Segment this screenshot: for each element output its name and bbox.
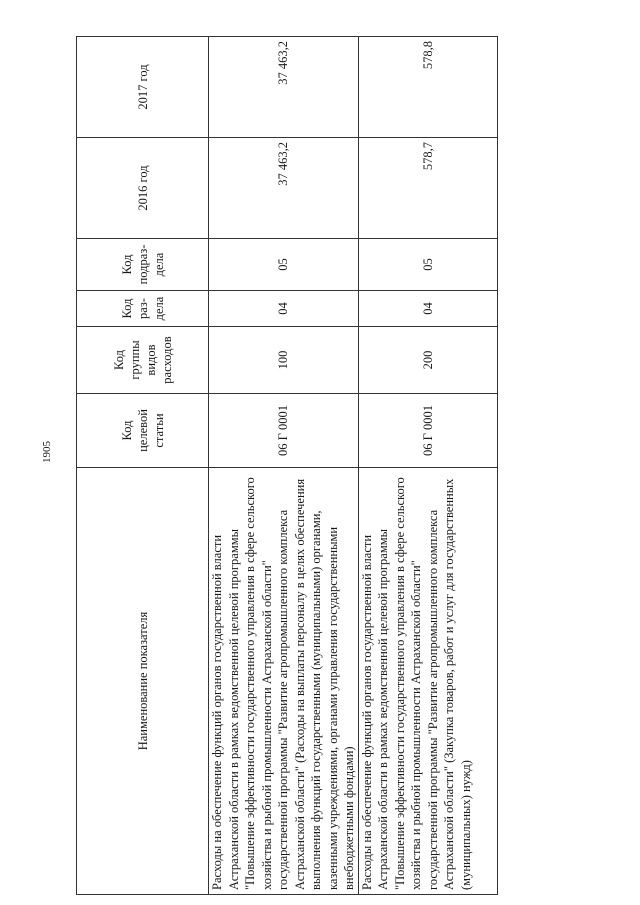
table-wrapper <box>76 37 486 895</box>
row-target-code: 06 Г 0001 <box>358 394 497 468</box>
header-section-code: Код раз-дела <box>77 291 209 327</box>
rotated-table-area <box>76 37 486 895</box>
header-row <box>77 37 209 895</box>
budget-table <box>76 36 498 895</box>
header-year-2016: 2016 год <box>77 138 209 239</box>
header-target-code: Код целевой статьи <box>77 394 209 468</box>
row-group-code: 100 <box>209 327 359 394</box>
row-target-code: 06 Г 0001 <box>209 394 359 468</box>
row-section-code: 04 <box>358 291 497 327</box>
table-row <box>358 37 497 895</box>
page-number: 1905 <box>41 441 53 463</box>
row-name: Расходы на обеспечение функций органов государственной власти Астраханской области в рамках ведомственной целевой программы "Повышение эффективности государственного управления в сфере сельского хозяйства и рыбной промышленности Астраханской области" государственной программы "Развитие агропромышленного комплекса Астраханской области" (Закупка товаров, работ и услуг для государственных (муниципальных) нужд) <box>358 468 497 895</box>
row-amount-2016: 37 463,2 <box>209 138 359 239</box>
row-section-code: 04 <box>209 291 359 327</box>
row-group-code: 200 <box>358 327 497 394</box>
header-name: Наименование показателя <box>77 468 209 895</box>
table-row <box>209 37 359 895</box>
row-amount-2017: 37 463,2 <box>209 37 359 138</box>
row-subsection-code: 05 <box>358 239 497 291</box>
header-subsection-code: Код подраз-дела <box>77 239 209 291</box>
row-name: Расходы на обеспечение функций органов государственной власти Астраханской области в рамках ведомственной целевой программы "Повышение эффективности государственного управления в сфере сельского хозяйства и рыбной промышленности Астраханской области" государственной программы "Развитие агропромышленного комплекса Астраханской области" (Расходы на выплаты персоналу в целях обеспечения выполнения функций государственными (муниципальными) органами, казенными учреждениями, органами управления государственными внебюджетными фондами) <box>209 468 359 895</box>
row-amount-2016: 578,7 <box>358 138 497 239</box>
header-year-2017: 2017 год <box>77 37 209 138</box>
row-amount-2017: 578,8 <box>358 37 497 138</box>
header-group-code: Код группы видов расходов <box>77 327 209 394</box>
row-subsection-code: 05 <box>209 239 359 291</box>
